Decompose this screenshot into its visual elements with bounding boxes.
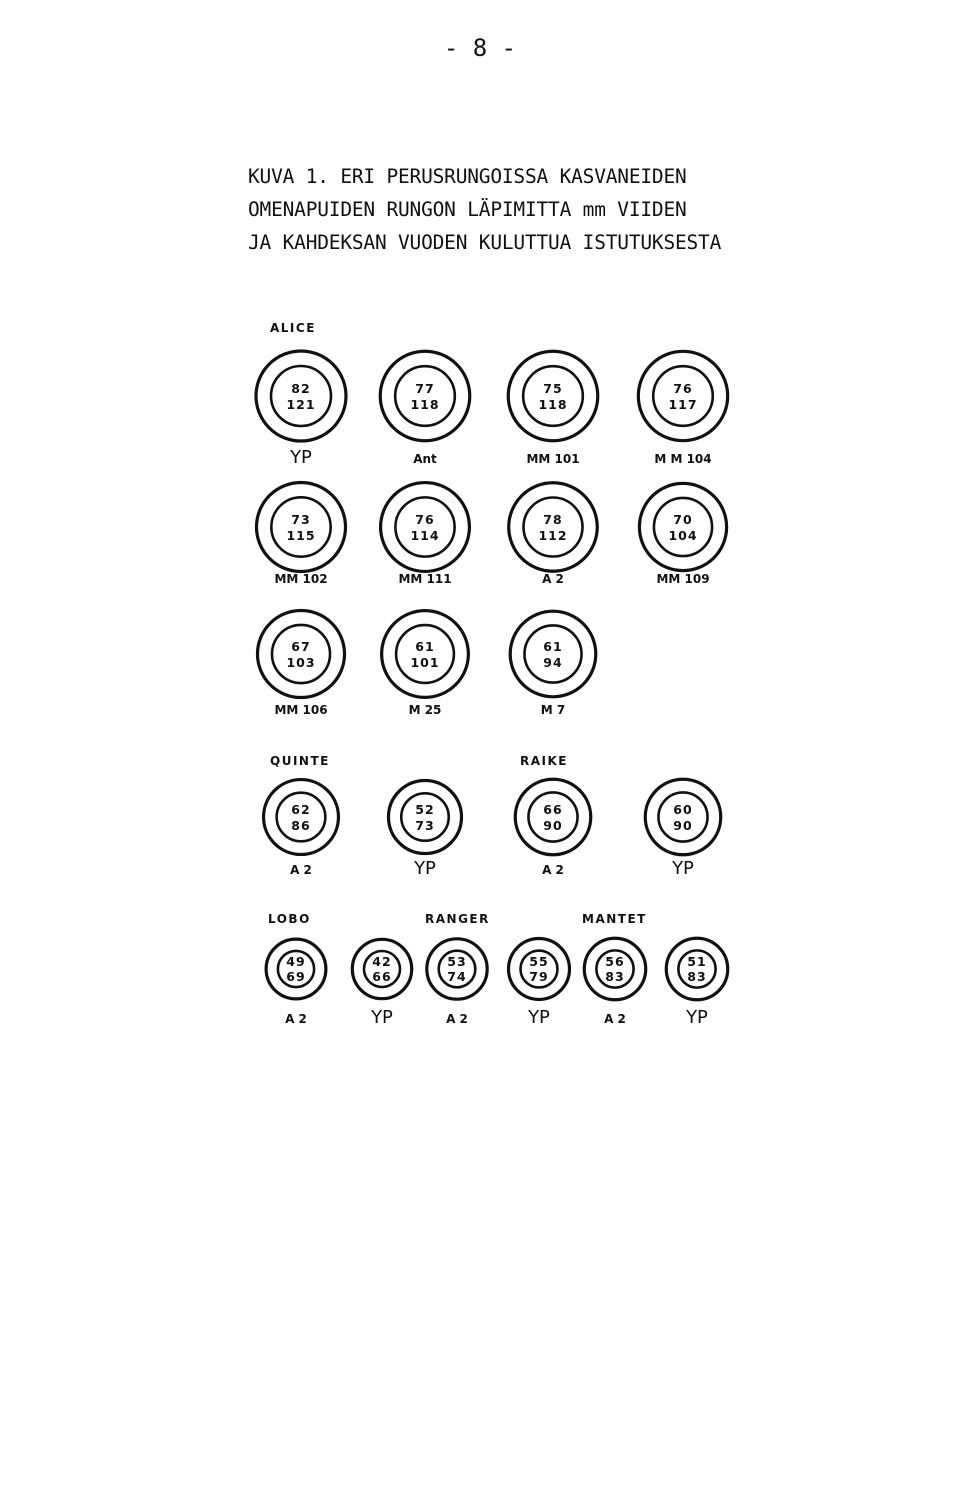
- diameter-5yr-value: 42: [372, 954, 392, 969]
- diameter-5yr-ring: [523, 497, 582, 556]
- diameter-8yr-value: 66: [372, 969, 392, 984]
- diameter-5yr-value: 82: [291, 381, 311, 396]
- diameter-5yr-value: 51: [687, 954, 707, 969]
- diameter-8yr-ring: [381, 483, 470, 572]
- diameter-8yr-ring: [256, 482, 345, 571]
- diameter-5yr-value: 70: [673, 512, 693, 527]
- diameter-5yr-ring: [528, 792, 577, 841]
- diameter-5yr-value: 55: [529, 954, 549, 969]
- rootstock-label: MM 101: [526, 452, 580, 466]
- diameter-8yr-ring: [508, 351, 598, 441]
- diameter-8yr-value: 86: [291, 818, 311, 833]
- rootstock-label: MM 102: [274, 572, 328, 586]
- rootstock-label: M 25: [408, 703, 442, 717]
- rootstock-label: A 2: [542, 572, 564, 586]
- diameter-8yr-value: 117: [668, 397, 698, 412]
- diameter-5yr-value: 56: [605, 954, 625, 969]
- group-name: ALICE: [270, 321, 316, 335]
- rootstock-label: YP: [672, 858, 694, 879]
- diameter-8yr-value: 90: [543, 818, 563, 833]
- diameter-8yr-value: 112: [538, 528, 568, 543]
- rootstock-label: A 2: [285, 1012, 307, 1026]
- group-name: QUINTE: [270, 754, 330, 768]
- diameter-8yr-value: 73: [415, 818, 435, 833]
- diameter-5yr-value: 75: [543, 381, 563, 396]
- diameter-5yr-ring: [395, 366, 455, 426]
- group-name: MANTET: [582, 912, 647, 926]
- diameter-8yr-ring: [510, 611, 596, 697]
- diameter-8yr-value: 121: [286, 397, 316, 412]
- diameter-8yr-value: 118: [410, 397, 440, 412]
- diameter-5yr-value: 53: [447, 954, 467, 969]
- diameter-8yr-ring: [645, 779, 720, 854]
- diameter-8yr-value: 83: [605, 969, 625, 984]
- diameter-8yr-value: 69: [286, 969, 306, 984]
- diameter-5yr-ring: [401, 793, 448, 840]
- diameter-8yr-value: 101: [410, 655, 440, 670]
- diameter-5yr-ring: [654, 498, 712, 556]
- group-name: RANGER: [425, 912, 490, 926]
- rootstock-label: A 2: [290, 863, 312, 877]
- rootstock-label: A 2: [542, 863, 564, 877]
- diameter-5yr-value: 60: [673, 802, 693, 817]
- diameter-5yr-value: 77: [415, 381, 435, 396]
- diameter-8yr-value: 118: [538, 397, 568, 412]
- rootstock-label: Ant: [413, 452, 437, 466]
- diameter-8yr-ring: [515, 779, 590, 854]
- diameter-5yr-ring: [395, 497, 454, 556]
- diameter-8yr-value: 103: [286, 655, 316, 670]
- diameter-5yr-ring: [653, 366, 713, 426]
- diameter-5yr-ring: [524, 625, 581, 682]
- diameter-5yr-ring: [272, 625, 330, 683]
- rootstock-label: MM 111: [398, 572, 452, 586]
- diameter-8yr-value: 74: [447, 969, 467, 984]
- diameter-5yr-ring: [271, 497, 330, 556]
- diameter-5yr-value: 76: [673, 381, 693, 396]
- caption-line: JA KAHDEKSAN VUODEN KULUTTUA ISTUTUKSESTA: [248, 231, 722, 254]
- rootstock-label: M 7: [540, 703, 566, 717]
- diameter-5yr-ring: [523, 366, 583, 426]
- diameter-8yr-ring: [380, 351, 470, 441]
- diameter-5yr-value: 66: [543, 802, 563, 817]
- diameter-8yr-value: 104: [668, 528, 698, 543]
- diameter-5yr-ring: [277, 793, 326, 842]
- caption-line: KUVA 1. ERI PERUSRUNGOISSA KASVANEIDEN: [248, 165, 687, 188]
- rootstock-label: A 2: [446, 1012, 468, 1026]
- diameter-5yr-value: 67: [291, 639, 311, 654]
- diameter-8yr-value: 79: [529, 969, 549, 984]
- diameter-5yr-value: 61: [543, 639, 563, 654]
- diameter-5yr-value: 76: [415, 512, 435, 527]
- rootstock-label: A 2: [604, 1012, 626, 1026]
- diameter-8yr-ring: [388, 780, 461, 853]
- diameter-5yr-value: 73: [291, 512, 311, 527]
- diameter-5yr-value: 49: [286, 954, 306, 969]
- rootstock-label: YP: [528, 1007, 550, 1028]
- diameter-8yr-value: 94: [543, 655, 563, 670]
- diameter-5yr-value: 78: [543, 512, 563, 527]
- diameter-8yr-ring: [509, 483, 598, 572]
- diameter-8yr-value: 83: [687, 969, 707, 984]
- diameter-8yr-ring: [256, 351, 346, 441]
- diameter-5yr-value: 62: [291, 802, 311, 817]
- rootstock-label: MM 109: [656, 572, 710, 586]
- diameter-8yr-value: 114: [410, 528, 440, 543]
- diameter-8yr-ring: [382, 611, 469, 698]
- diameter-8yr-ring: [257, 610, 344, 697]
- rootstock-label: M M 104: [654, 452, 712, 466]
- diameter-8yr-ring: [264, 780, 339, 855]
- rootstock-label: YP: [290, 447, 312, 468]
- caption-line: OMENAPUIDEN RUNGON LÄPIMITTA mm VIIDEN: [248, 198, 687, 221]
- diameter-5yr-ring: [396, 625, 454, 683]
- rootstock-label: MM 106: [274, 703, 328, 717]
- rootstock-label: YP: [414, 858, 436, 879]
- diameter-5yr-ring: [271, 366, 331, 426]
- diameter-8yr-value: 115: [286, 528, 316, 543]
- diameter-8yr-value: 90: [673, 818, 693, 833]
- diameter-5yr-value: 52: [415, 802, 435, 817]
- group-name: LOBO: [268, 912, 311, 926]
- diameter-5yr-value: 61: [415, 639, 435, 654]
- diameter-8yr-ring: [638, 351, 727, 440]
- diameter-8yr-ring: [639, 483, 726, 570]
- rootstock-label: YP: [371, 1007, 393, 1028]
- group-name: RAIKE: [520, 754, 568, 768]
- diameter-5yr-ring: [658, 792, 707, 841]
- page-number: - 8 -: [443, 34, 517, 62]
- rootstock-label: YP: [686, 1007, 708, 1028]
